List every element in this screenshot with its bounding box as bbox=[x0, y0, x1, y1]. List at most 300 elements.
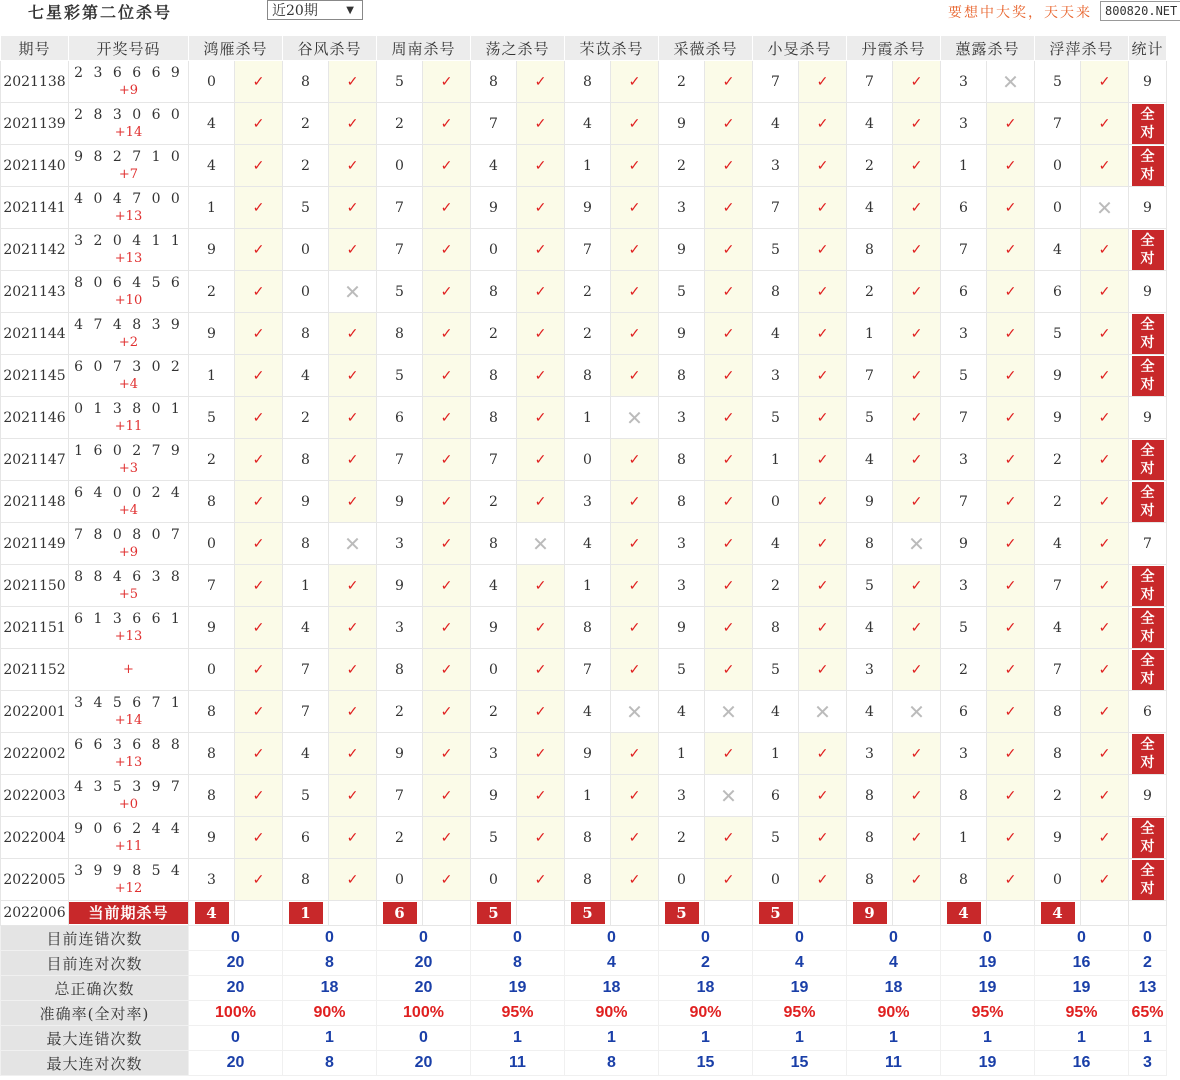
kill-pick: 3 bbox=[941, 439, 987, 481]
check-icon: ✓ bbox=[987, 397, 1035, 439]
check-icon: ✓ bbox=[987, 649, 1035, 691]
check-icon: ✓ bbox=[611, 103, 659, 145]
table-row bbox=[1, 691, 1167, 733]
check-icon: ✓ bbox=[1081, 481, 1129, 523]
cross-icon: ✕ bbox=[329, 523, 377, 565]
draw-digits: 8 0 6 4 5 6 bbox=[74, 274, 183, 291]
kill-pick: 1 bbox=[283, 565, 329, 607]
kill-pick: 5 bbox=[1035, 61, 1081, 103]
period-select[interactable] bbox=[267, 0, 363, 20]
kill-pick: 8 bbox=[283, 859, 329, 901]
all-right-badge bbox=[1132, 314, 1164, 354]
kill-pick: 2 bbox=[659, 145, 705, 187]
issue-number: 2021146 bbox=[1, 397, 69, 439]
kill-pick: 4 bbox=[659, 691, 705, 733]
kill-pick: 4 bbox=[283, 733, 329, 775]
current-blank bbox=[705, 901, 753, 926]
kill-pick: 3 bbox=[941, 103, 987, 145]
check-icon: ✓ bbox=[611, 439, 659, 481]
summary-value: 19 bbox=[471, 976, 565, 1001]
summary-rows bbox=[1, 926, 1167, 1076]
kill-pick: 5 bbox=[471, 817, 517, 859]
summary-value: 15 bbox=[753, 1051, 847, 1076]
check-icon: ✓ bbox=[235, 187, 283, 229]
table-row bbox=[1, 565, 1167, 607]
all-right-badge bbox=[1132, 650, 1164, 690]
all-right-char: 全 bbox=[1140, 610, 1155, 627]
issue-number: 2021152 bbox=[1, 649, 69, 691]
summary-value: 0 bbox=[753, 926, 847, 951]
check-icon: ✓ bbox=[799, 859, 847, 901]
kill-number-table bbox=[0, 35, 1167, 1076]
current-blank bbox=[423, 901, 471, 926]
table-row bbox=[1, 313, 1167, 355]
draw-sum: +2 bbox=[118, 334, 139, 350]
kill-pick: 1 bbox=[189, 187, 235, 229]
current-pick-cell bbox=[565, 901, 611, 926]
check-icon: ✓ bbox=[517, 481, 565, 523]
current-blank bbox=[893, 901, 941, 926]
site-badge[interactable]: 800820.NET bbox=[1100, 1, 1180, 21]
kill-pick: 6 bbox=[941, 691, 987, 733]
check-icon: ✓ bbox=[611, 481, 659, 523]
cross-icon: ✕ bbox=[705, 775, 753, 817]
draw-sum: +13 bbox=[114, 208, 143, 224]
check-icon: ✓ bbox=[329, 145, 377, 187]
kill-pick: 6 bbox=[377, 397, 423, 439]
draw-rows bbox=[1, 61, 1167, 901]
summary-value: 8 bbox=[283, 1051, 377, 1076]
kill-pick: 0 bbox=[377, 145, 423, 187]
kill-pick: 5 bbox=[941, 607, 987, 649]
row-stat bbox=[1129, 859, 1167, 901]
row-stat bbox=[1129, 481, 1167, 523]
kill-pick: 1 bbox=[565, 397, 611, 439]
row-stat bbox=[1129, 607, 1167, 649]
check-icon: ✓ bbox=[987, 565, 1035, 607]
check-icon: ✓ bbox=[611, 313, 659, 355]
summary-value: 20 bbox=[377, 951, 471, 976]
draw-sum: +14 bbox=[114, 124, 143, 140]
kill-pick: 7 bbox=[847, 61, 893, 103]
table-row bbox=[1, 229, 1167, 271]
kill-pick: 2 bbox=[565, 271, 611, 313]
summary-value: 20 bbox=[189, 1051, 283, 1076]
kill-pick: 1 bbox=[941, 817, 987, 859]
kill-pick: 0 bbox=[377, 859, 423, 901]
header-expert-4[interactable]: 荡之杀号 bbox=[471, 36, 565, 61]
check-icon: ✓ bbox=[1081, 355, 1129, 397]
check-icon: ✓ bbox=[517, 397, 565, 439]
summary-label: 总正确次数 bbox=[1, 976, 189, 1001]
kill-pick: 3 bbox=[753, 145, 799, 187]
check-icon: ✓ bbox=[611, 607, 659, 649]
kill-pick: 1 bbox=[941, 145, 987, 187]
summary-value: 0 bbox=[847, 926, 941, 951]
header-expert-7[interactable]: 小旻杀号 bbox=[753, 36, 847, 61]
summary-row bbox=[1, 951, 1167, 976]
kill-pick: 9 bbox=[941, 523, 987, 565]
kill-pick: 2 bbox=[283, 397, 329, 439]
summary-value: 0 bbox=[377, 926, 471, 951]
page-title: 七星彩第二位杀号 bbox=[28, 3, 173, 22]
check-icon: ✓ bbox=[517, 145, 565, 187]
kill-pick: 7 bbox=[1035, 103, 1081, 145]
check-icon: ✓ bbox=[329, 313, 377, 355]
kill-pick: 6 bbox=[1035, 271, 1081, 313]
check-icon: ✓ bbox=[1081, 61, 1129, 103]
row-stat: 6 bbox=[1129, 691, 1167, 733]
check-icon: ✓ bbox=[517, 61, 565, 103]
kill-pick: 4 bbox=[283, 355, 329, 397]
draw-sum: +14 bbox=[114, 712, 143, 728]
row-stat bbox=[1129, 103, 1167, 145]
kill-pick: 0 bbox=[283, 271, 329, 313]
row-stat bbox=[1129, 229, 1167, 271]
issue-number: 2021150 bbox=[1, 565, 69, 607]
all-right-char: 全 bbox=[1140, 148, 1155, 165]
kill-pick: 2 bbox=[941, 649, 987, 691]
kill-pick: 4 bbox=[753, 103, 799, 145]
summary-value: 1 bbox=[283, 1026, 377, 1051]
header-expert-1[interactable]: 鸿雁杀号 bbox=[189, 36, 283, 61]
draw-digits: 4 3 5 3 9 7 bbox=[74, 778, 183, 795]
kill-pick: 8 bbox=[565, 859, 611, 901]
row-stat bbox=[1129, 817, 1167, 859]
header-expert-2[interactable]: 谷风杀号 bbox=[283, 36, 377, 61]
check-icon: ✓ bbox=[799, 733, 847, 775]
kill-pick: 8 bbox=[659, 355, 705, 397]
kill-pick: 2 bbox=[565, 313, 611, 355]
check-icon: ✓ bbox=[799, 187, 847, 229]
check-icon: ✓ bbox=[799, 817, 847, 859]
all-right-char: 对 bbox=[1140, 628, 1155, 645]
check-icon: ✓ bbox=[235, 691, 283, 733]
summary-row bbox=[1, 926, 1167, 951]
check-icon: ✓ bbox=[329, 439, 377, 481]
all-right-char: 全 bbox=[1140, 232, 1155, 249]
kill-pick: 8 bbox=[847, 775, 893, 817]
row-stat: 9 bbox=[1129, 397, 1167, 439]
check-icon: ✓ bbox=[423, 733, 471, 775]
all-right-badge bbox=[1132, 440, 1164, 480]
table-row bbox=[1, 355, 1167, 397]
table-row bbox=[1, 61, 1167, 103]
summary-row bbox=[1, 1026, 1167, 1051]
draw-number bbox=[69, 271, 189, 313]
kill-pick: 5 bbox=[377, 271, 423, 313]
check-icon: ✓ bbox=[705, 733, 753, 775]
table-row bbox=[1, 649, 1167, 691]
kill-pick: 3 bbox=[377, 523, 423, 565]
kill-pick: 0 bbox=[189, 61, 235, 103]
table-row bbox=[1, 103, 1167, 145]
draw-sum: +9 bbox=[118, 82, 139, 98]
check-icon: ✓ bbox=[235, 439, 283, 481]
check-icon: ✓ bbox=[1081, 691, 1129, 733]
kill-pick: 3 bbox=[659, 523, 705, 565]
check-icon: ✓ bbox=[705, 397, 753, 439]
row-stat bbox=[1129, 145, 1167, 187]
current-blank bbox=[329, 901, 377, 926]
header-expert-10[interactable]: 浮萍杀号 bbox=[1035, 36, 1129, 61]
draw-digits: 4 7 4 8 3 9 bbox=[74, 316, 183, 333]
all-right-char: 全 bbox=[1140, 862, 1155, 879]
kill-pick: 3 bbox=[847, 649, 893, 691]
current-blank bbox=[235, 901, 283, 926]
kill-pick: 4 bbox=[565, 523, 611, 565]
current-pick: 4 bbox=[947, 902, 981, 924]
check-icon: ✓ bbox=[517, 439, 565, 481]
header-issue: 期号 bbox=[1, 36, 69, 61]
kill-pick: 8 bbox=[283, 439, 329, 481]
check-icon: ✓ bbox=[987, 859, 1035, 901]
summary-value: 95% bbox=[941, 1001, 1035, 1026]
kill-pick: 8 bbox=[753, 607, 799, 649]
all-right-badge bbox=[1132, 734, 1164, 774]
kill-pick: 8 bbox=[847, 229, 893, 271]
kill-pick: 8 bbox=[565, 817, 611, 859]
kill-pick: 7 bbox=[753, 187, 799, 229]
check-icon: ✓ bbox=[235, 103, 283, 145]
kill-pick: 8 bbox=[753, 271, 799, 313]
summary-value: 95% bbox=[1035, 1001, 1129, 1026]
issue-number: 2021143 bbox=[1, 271, 69, 313]
summary-row bbox=[1, 976, 1167, 1001]
check-icon: ✓ bbox=[987, 817, 1035, 859]
summary-value: 1 bbox=[659, 1026, 753, 1051]
row-stat: 9 bbox=[1129, 61, 1167, 103]
kill-pick: 4 bbox=[847, 439, 893, 481]
kill-pick: 1 bbox=[565, 565, 611, 607]
all-right-char: 全 bbox=[1140, 484, 1155, 501]
kill-pick: 9 bbox=[377, 481, 423, 523]
draw-digits: 2 8 3 0 6 0 bbox=[74, 106, 183, 123]
cross-icon: ✕ bbox=[987, 61, 1035, 103]
row-stat bbox=[1129, 355, 1167, 397]
kill-pick: 7 bbox=[283, 649, 329, 691]
check-icon: ✓ bbox=[987, 355, 1035, 397]
cross-icon: ✕ bbox=[611, 397, 659, 439]
header-expert-6[interactable]: 采薇杀号 bbox=[659, 36, 753, 61]
kill-pick: 1 bbox=[847, 313, 893, 355]
summary-label: 准确率(全对率) bbox=[1, 1001, 189, 1026]
kill-pick: 3 bbox=[659, 187, 705, 229]
cross-icon: ✕ bbox=[611, 691, 659, 733]
current-blank bbox=[1081, 901, 1129, 926]
check-icon: ✓ bbox=[705, 187, 753, 229]
draw-sum: +5 bbox=[118, 586, 139, 602]
all-right-char: 全 bbox=[1140, 736, 1155, 753]
check-icon: ✓ bbox=[611, 271, 659, 313]
check-icon: ✓ bbox=[893, 775, 941, 817]
check-icon: ✓ bbox=[423, 229, 471, 271]
check-icon: ✓ bbox=[235, 565, 283, 607]
draw-number bbox=[69, 439, 189, 481]
summary-value: 90% bbox=[847, 1001, 941, 1026]
check-icon: ✓ bbox=[799, 271, 847, 313]
header-expert-5[interactable]: 芣苡杀号 bbox=[565, 36, 659, 61]
check-icon: ✓ bbox=[799, 145, 847, 187]
check-icon: ✓ bbox=[611, 859, 659, 901]
check-icon: ✓ bbox=[329, 733, 377, 775]
kill-pick: 7 bbox=[847, 355, 893, 397]
summary-value: 1 bbox=[847, 1026, 941, 1051]
check-icon: ✓ bbox=[987, 607, 1035, 649]
all-right-badge bbox=[1132, 608, 1164, 648]
check-icon: ✓ bbox=[705, 649, 753, 691]
check-icon: ✓ bbox=[423, 313, 471, 355]
kill-pick: 3 bbox=[471, 733, 517, 775]
kill-pick: 8 bbox=[847, 859, 893, 901]
kill-pick: 9 bbox=[659, 607, 705, 649]
summary-value: 0 bbox=[377, 1026, 471, 1051]
check-icon: ✓ bbox=[517, 775, 565, 817]
check-icon: ✓ bbox=[705, 313, 753, 355]
kill-pick: 8 bbox=[1035, 733, 1081, 775]
all-right-char: 对 bbox=[1140, 376, 1155, 393]
kill-pick: 4 bbox=[189, 103, 235, 145]
check-icon: ✓ bbox=[705, 607, 753, 649]
kill-pick: 5 bbox=[1035, 313, 1081, 355]
kill-pick: 9 bbox=[659, 313, 705, 355]
check-icon: ✓ bbox=[423, 439, 471, 481]
draw-number bbox=[69, 313, 189, 355]
kill-pick: 2 bbox=[847, 145, 893, 187]
check-icon: ✓ bbox=[329, 481, 377, 523]
summary-label: 最大连对次数 bbox=[1, 1051, 189, 1076]
kill-pick: 2 bbox=[659, 817, 705, 859]
kill-pick: 8 bbox=[377, 313, 423, 355]
all-right-char: 对 bbox=[1140, 124, 1155, 141]
kill-pick: 9 bbox=[283, 481, 329, 523]
summary-value: 8 bbox=[471, 951, 565, 976]
kill-pick: 5 bbox=[283, 187, 329, 229]
draw-sum: + bbox=[123, 661, 134, 677]
kill-pick: 5 bbox=[847, 565, 893, 607]
current-pick: 1 bbox=[289, 902, 323, 924]
check-icon: ✓ bbox=[893, 733, 941, 775]
summary-value: 4 bbox=[565, 951, 659, 976]
check-icon: ✓ bbox=[235, 271, 283, 313]
kill-pick: 8 bbox=[471, 61, 517, 103]
current-row bbox=[1, 901, 1167, 926]
draw-number bbox=[69, 481, 189, 523]
check-icon: ✓ bbox=[893, 817, 941, 859]
check-icon: ✓ bbox=[799, 103, 847, 145]
check-icon: ✓ bbox=[235, 523, 283, 565]
check-icon: ✓ bbox=[893, 355, 941, 397]
kill-pick: 7 bbox=[377, 187, 423, 229]
issue-number: 2021148 bbox=[1, 481, 69, 523]
kill-pick: 7 bbox=[1035, 649, 1081, 691]
check-icon: ✓ bbox=[893, 313, 941, 355]
current-stat-blank bbox=[1129, 901, 1167, 926]
check-icon: ✓ bbox=[423, 565, 471, 607]
check-icon: ✓ bbox=[799, 61, 847, 103]
check-icon: ✓ bbox=[611, 775, 659, 817]
kill-pick: 5 bbox=[377, 61, 423, 103]
summary-value: 0 bbox=[189, 1026, 283, 1051]
check-icon: ✓ bbox=[423, 691, 471, 733]
summary-value: 18 bbox=[847, 976, 941, 1001]
kill-pick: 8 bbox=[659, 481, 705, 523]
kill-pick: 7 bbox=[377, 775, 423, 817]
summary-value: 19 bbox=[941, 976, 1035, 1001]
row-stat: 7 bbox=[1129, 523, 1167, 565]
kill-pick: 1 bbox=[659, 733, 705, 775]
check-icon: ✓ bbox=[611, 565, 659, 607]
issue-number: 2021138 bbox=[1, 61, 69, 103]
draw-digits: 3 9 9 8 5 4 bbox=[74, 862, 183, 879]
kill-pick: 8 bbox=[471, 523, 517, 565]
all-right-char: 对 bbox=[1140, 586, 1155, 603]
kill-pick: 8 bbox=[1035, 691, 1081, 733]
check-icon: ✓ bbox=[705, 481, 753, 523]
all-right-char: 全 bbox=[1140, 106, 1155, 123]
kill-pick: 8 bbox=[471, 397, 517, 439]
check-icon: ✓ bbox=[987, 103, 1035, 145]
check-icon: ✓ bbox=[705, 103, 753, 145]
summary-value: 1 bbox=[1035, 1026, 1129, 1051]
draw-digits: 4 0 4 7 0 0 bbox=[74, 190, 183, 207]
draw-sum: +3 bbox=[118, 460, 139, 476]
check-icon: ✓ bbox=[799, 439, 847, 481]
table-row bbox=[1, 733, 1167, 775]
check-icon: ✓ bbox=[423, 859, 471, 901]
header-expert-8[interactable]: 丹霞杀号 bbox=[847, 36, 941, 61]
promo-text[interactable]: 要想中大奖，天天来 bbox=[948, 5, 1092, 21]
current-pick: 5 bbox=[571, 902, 605, 924]
current-pick: 4 bbox=[1041, 902, 1075, 924]
kill-pick: 0 bbox=[753, 481, 799, 523]
issue-number: 2022003 bbox=[1, 775, 69, 817]
header-expert-9[interactable]: 蕙露杀号 bbox=[941, 36, 1035, 61]
check-icon: ✓ bbox=[799, 397, 847, 439]
draw-digits: 0 1 3 8 0 1 bbox=[74, 400, 183, 417]
issue-number: 2021139 bbox=[1, 103, 69, 145]
draw-number bbox=[69, 565, 189, 607]
check-icon: ✓ bbox=[517, 187, 565, 229]
kill-pick: 0 bbox=[1035, 859, 1081, 901]
row-stat: 9 bbox=[1129, 187, 1167, 229]
kill-pick: 2 bbox=[1035, 775, 1081, 817]
summary-value: 0 bbox=[1035, 926, 1129, 951]
kill-pick: 4 bbox=[471, 145, 517, 187]
kill-pick: 9 bbox=[565, 187, 611, 229]
current-pick-cell bbox=[1035, 901, 1081, 926]
all-right-char: 对 bbox=[1140, 460, 1155, 477]
kill-pick: 9 bbox=[377, 565, 423, 607]
kill-pick: 2 bbox=[283, 145, 329, 187]
header-expert-3[interactable]: 周南杀号 bbox=[377, 36, 471, 61]
all-right-char: 全 bbox=[1140, 358, 1155, 375]
table-row bbox=[1, 439, 1167, 481]
check-icon: ✓ bbox=[799, 355, 847, 397]
current-blank bbox=[611, 901, 659, 926]
draw-sum: +9 bbox=[118, 544, 139, 560]
all-right-badge bbox=[1132, 482, 1164, 522]
issue-number: 2021145 bbox=[1, 355, 69, 397]
kill-pick: 1 bbox=[565, 775, 611, 817]
kill-pick: 3 bbox=[847, 733, 893, 775]
kill-pick: 3 bbox=[659, 397, 705, 439]
kill-pick: 4 bbox=[847, 103, 893, 145]
kill-pick: 0 bbox=[1035, 145, 1081, 187]
draw-sum: +0 bbox=[118, 796, 139, 812]
table-row bbox=[1, 859, 1167, 901]
kill-pick: 6 bbox=[941, 271, 987, 313]
